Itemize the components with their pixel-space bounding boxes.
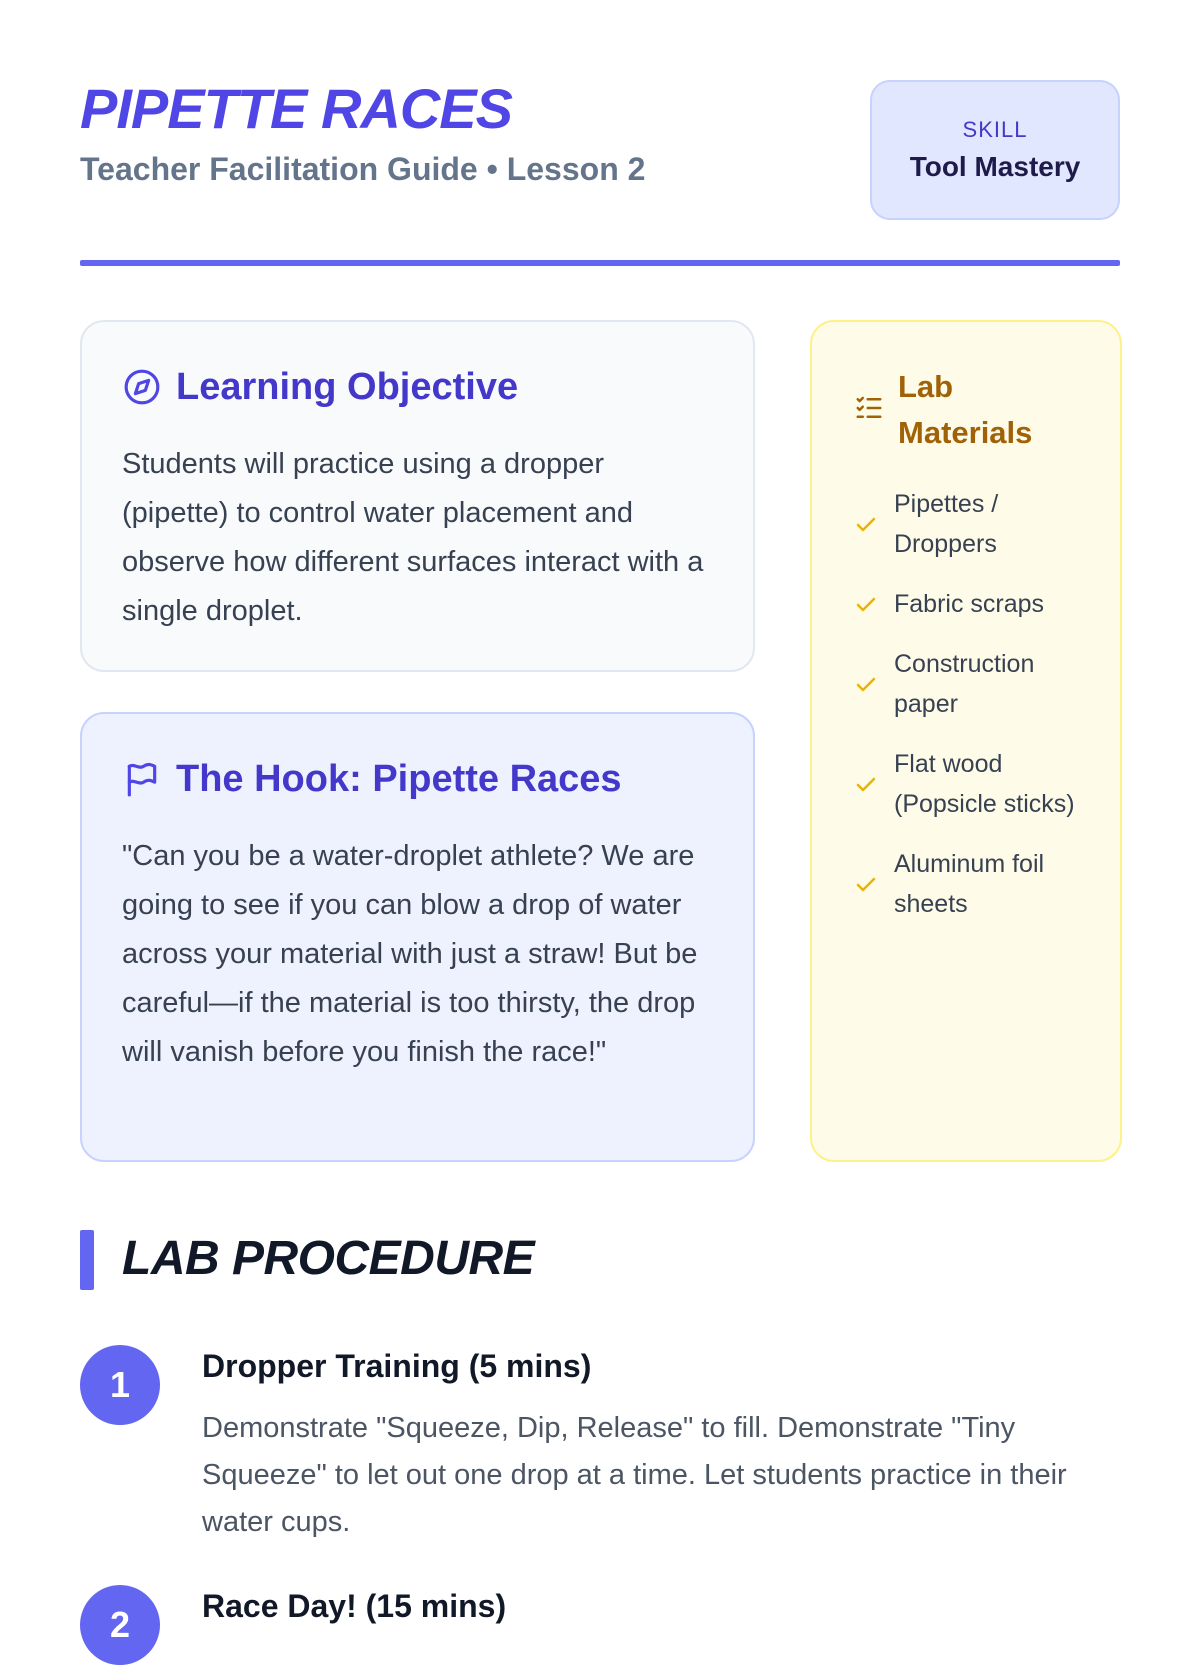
hook-heading-text: The Hook: Pipette Races bbox=[176, 758, 622, 800]
check-icon bbox=[854, 772, 878, 796]
list-item bbox=[854, 744, 1100, 824]
header-divider bbox=[80, 260, 1120, 266]
list-item bbox=[854, 484, 1100, 564]
learning-objective-card bbox=[80, 320, 755, 672]
check-icon bbox=[854, 672, 878, 696]
page-subtitle: Teacher Facilitation Guide • Lesson 2 bbox=[80, 151, 646, 187]
objective-body: Students will practice using a dropper (pipette) to control water placement and observe how different surfaces interact with a single droplet. bbox=[122, 448, 704, 627]
step-number-badge: 1 bbox=[80, 1345, 160, 1425]
hook-heading bbox=[122, 759, 622, 799]
procedure-accent-bar bbox=[80, 1230, 94, 1290]
check-icon bbox=[854, 872, 878, 896]
step-title: Race Day! (15 mins) bbox=[202, 1588, 507, 1624]
hook-body: "Can you be a water-droplet athlete? We are going to see if you can blow a drop of water across your material with just a straw! But be careful—if the material is too thirsty, the drop will vanish before you finish the race!" bbox=[122, 840, 698, 1068]
check-icon bbox=[854, 592, 878, 616]
step-description: Demonstrate "Squeeze, Dip, Release" to fill. Demonstrate "Tiny Squeeze" to let out one drop at a time. Let students practice in their water cups. bbox=[202, 1412, 1067, 1538]
flag-icon bbox=[122, 759, 162, 799]
checklist-icon bbox=[854, 393, 884, 428]
material-label: Aluminum foil sheets bbox=[894, 850, 1045, 918]
objective-heading-text: Learning Objective bbox=[176, 366, 519, 408]
list-item bbox=[854, 584, 1100, 624]
list-item bbox=[854, 644, 1100, 724]
procedure-title: LAB PROCEDURE bbox=[122, 1232, 535, 1285]
list-item bbox=[854, 844, 1100, 924]
check-icon bbox=[854, 512, 878, 536]
step-title: Dropper Training (5 mins) bbox=[202, 1348, 592, 1384]
skill-badge bbox=[870, 80, 1120, 220]
material-label: Fabric scraps bbox=[894, 590, 1045, 618]
materials-list bbox=[854, 484, 1100, 944]
material-label: Pipettes / Droppers bbox=[894, 490, 999, 558]
materials-heading bbox=[854, 364, 1078, 456]
lab-materials-card bbox=[810, 320, 1122, 1162]
compass-icon bbox=[122, 367, 162, 407]
skill-value: Tool Mastery bbox=[909, 151, 1081, 182]
objective-heading bbox=[122, 367, 518, 407]
page-title: PIPETTE RACES bbox=[80, 77, 512, 140]
skill-label: SKILL bbox=[962, 117, 1028, 142]
hook-card bbox=[80, 712, 755, 1162]
material-label: Flat wood (Popsicle sticks) bbox=[894, 750, 1075, 818]
step-number-badge: 2 bbox=[80, 1585, 160, 1665]
material-label: Construction paper bbox=[894, 650, 1035, 718]
materials-heading-text: Lab Materials bbox=[898, 369, 1033, 450]
